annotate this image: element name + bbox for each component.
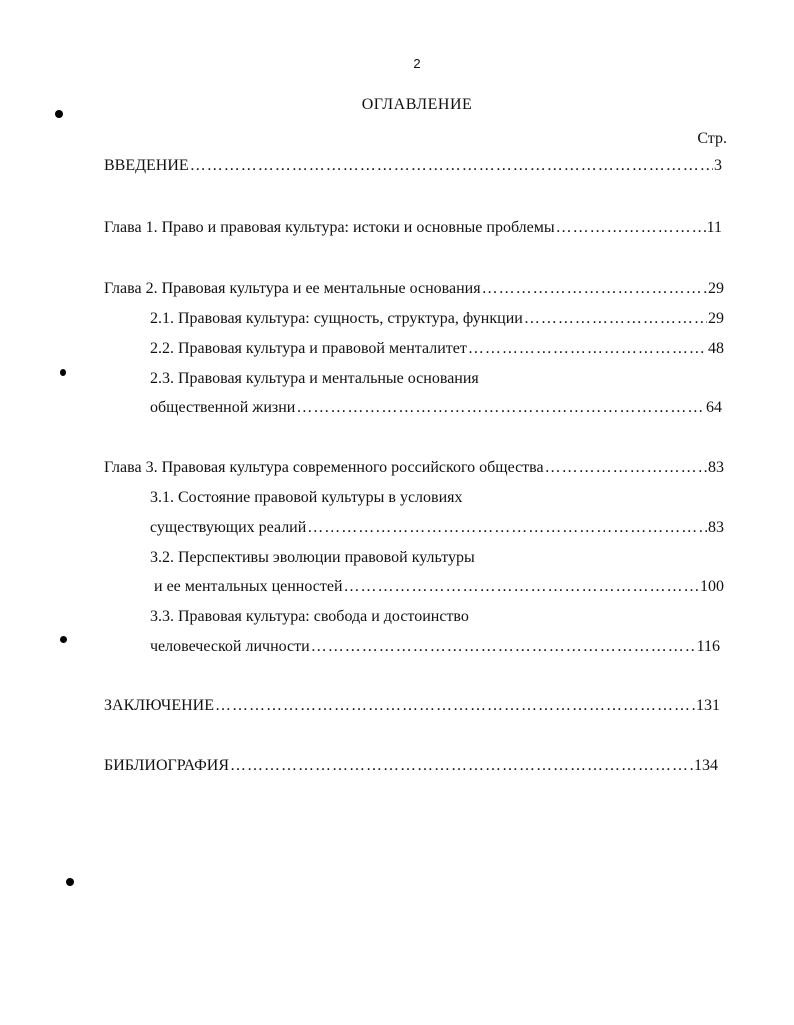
toc-leader-dots [307, 518, 707, 538]
toc-entry-label: Глава 3. Правовая культура современного российского общества [104, 459, 544, 476]
toc-entry-section-2-3-line1: 2.3. Правовая культура и ментальные основания [150, 370, 479, 387]
toc-entry-page: 131 [696, 697, 720, 714]
toc-entry-label: ЗАКЛЮЧЕНИЕ [104, 697, 214, 714]
toc-leader-dots [545, 458, 707, 478]
toc-entry-page: 100 [700, 578, 724, 595]
toc-entry-label: 2.1. Правовая культура: сущность, структура, функции [150, 310, 523, 327]
toc-leader-dots [482, 279, 707, 299]
toc-entry-page: 64 [706, 399, 722, 416]
toc-entry-section-3-3[interactable] [150, 637, 720, 657]
toc-entry-page: 83 [708, 459, 724, 476]
toc-entry-page: 29 [708, 310, 724, 327]
toc-leader-dots [524, 309, 707, 329]
toc-entry-page: 29 [708, 280, 724, 297]
scan-speck [66, 878, 74, 886]
toc-entry-page: 83 [708, 519, 724, 536]
toc-entry-section-2-3[interactable] [150, 398, 722, 418]
toc-entry-section-3-1-line1: 3.1. Состояние правовой культуры в условиях [150, 489, 463, 506]
toc-entry-label: Глава 2. Правовая культура и ее ментальные основания [104, 280, 481, 297]
toc-entry-label: БИБЛИОГРАФИЯ [104, 757, 230, 774]
toc-entry-label: общественной жизни [150, 399, 296, 416]
toc-entry-page: 134 [694, 757, 718, 774]
toc-entry-label: ВВЕДЕНИЕ [104, 157, 189, 174]
toc-entry-label: существующих реалий [150, 519, 307, 536]
toc-entry-label: 2.2. Правовая культура и правовой менталитет [150, 340, 467, 357]
toc-leader-dots [556, 218, 706, 238]
toc-entry-section-2-2[interactable] [150, 339, 724, 359]
toc-entry-label: человеческой личности [150, 638, 310, 655]
toc-entry-page: 11 [706, 219, 722, 236]
scan-speck [60, 369, 66, 376]
toc-entry-section-2-1[interactable] [150, 309, 724, 329]
toc-entry-chapter-2[interactable] [104, 279, 724, 299]
toc-entry-chapter-3[interactable] [104, 458, 724, 478]
toc-entry-chapter-1[interactable] [104, 218, 722, 238]
toc-entry-bibliography[interactable] [104, 756, 718, 776]
toc-entry-label: и ее ментальных ценностей [154, 578, 343, 595]
scan-speck [55, 110, 63, 118]
scan-speck [60, 636, 67, 643]
page-column-label: Стр. [697, 130, 727, 147]
toc-entry-page: 3 [714, 157, 722, 174]
toc-entry-label: Глава 1. Право и правовая культура: истоки и основные проблемы [104, 219, 555, 236]
toc-entry-section-3-3-line1: 3.3. Правовая культура: свобода и достоинство [150, 608, 469, 625]
toc-entry-section-3-1[interactable] [150, 518, 724, 538]
toc-entry-introduction[interactable] [104, 156, 722, 176]
toc-leader-dots [344, 577, 699, 597]
toc-leader-dots [311, 637, 696, 657]
toc-entry-section-3-2[interactable] [154, 577, 724, 597]
toc-leader-dots [296, 398, 705, 418]
toc-leader-dots [230, 756, 693, 776]
toc-leader-dots [215, 696, 695, 716]
toc-entry-page: 48 [708, 340, 724, 357]
toc-entry-page: 116 [696, 638, 720, 655]
toc-leader-dots [190, 156, 713, 176]
toc-entry-conclusion[interactable] [104, 696, 720, 716]
toc-leader-dots [468, 339, 707, 359]
toc-title: ОГЛАВЛЕНИЕ [361, 96, 473, 113]
toc-entry-section-3-2-line1: 3.2. Перспективы эволюции правовой культуры [150, 549, 475, 566]
page-number: 2 [413, 56, 421, 71]
